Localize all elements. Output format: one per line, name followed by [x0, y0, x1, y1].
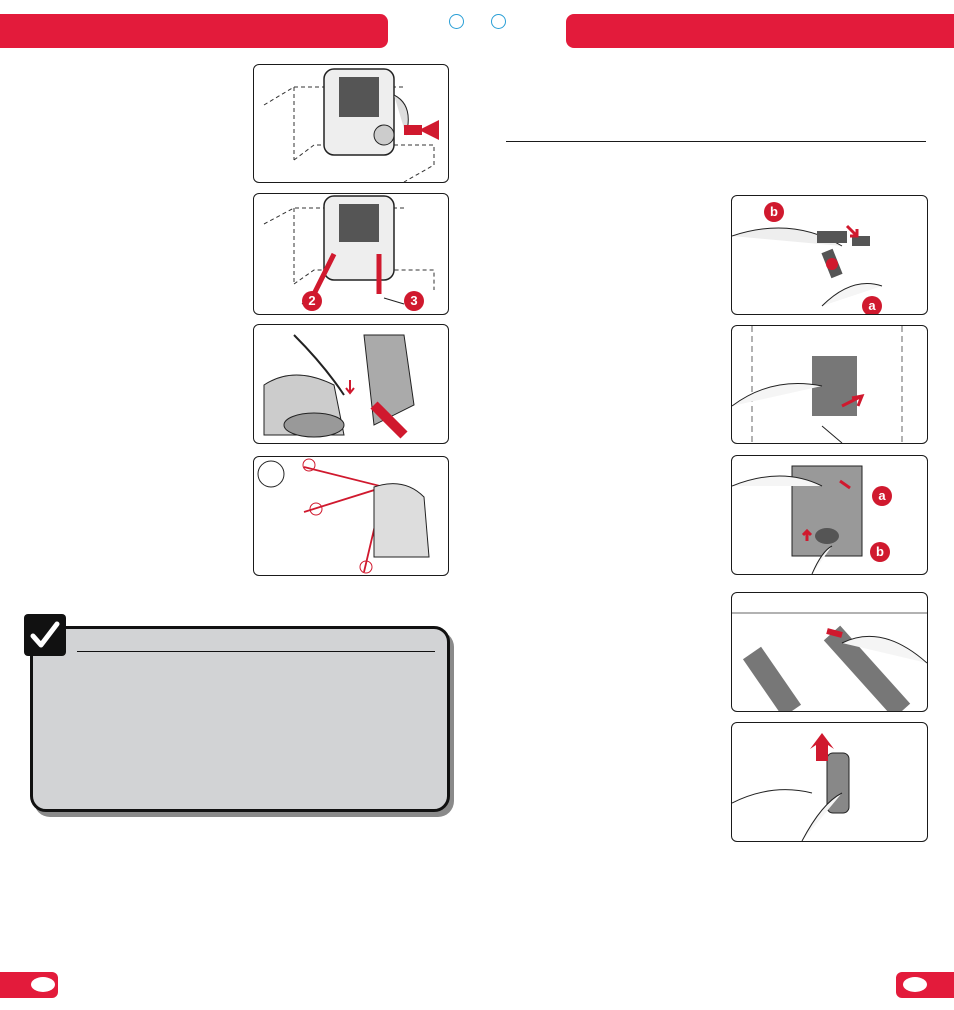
figure-tether-routing	[253, 456, 449, 576]
callout-a: a	[862, 296, 882, 315]
left-page-header-banner	[0, 14, 388, 48]
callout-a: a	[872, 486, 892, 506]
callout-b: b	[764, 202, 784, 222]
figure-seat-push-back	[253, 64, 449, 183]
note-box	[30, 626, 450, 812]
callout-b: b	[870, 542, 890, 562]
hands-pressing-harness-release-icon	[732, 196, 927, 314]
car-seat-pushed-into-vehicle-seat-icon	[254, 65, 448, 182]
hands-pulling-harness-pad-icon	[732, 326, 927, 443]
hands-adjusting-seat-back-panel-icon	[732, 456, 927, 574]
figure-latch-strap-attach	[253, 324, 449, 444]
figure-harness-release	[731, 195, 928, 315]
right-page-header-banner	[566, 14, 954, 48]
figure-seat-back-panel	[731, 455, 928, 575]
hand-pulling-belt-strap-icon	[732, 593, 927, 711]
right-page-number-oval	[903, 977, 927, 992]
note-divider	[77, 651, 435, 652]
figure-adjuster-lever	[731, 722, 928, 842]
language-marker-right-icon	[491, 14, 506, 29]
section-divider	[506, 141, 926, 142]
figure-latch-connect	[253, 193, 449, 315]
right-page-number-tab	[896, 972, 954, 998]
hands-attaching-latch-strap-icon	[254, 325, 448, 443]
figure-belt-strap	[731, 592, 928, 712]
tether-strap-routing-icon	[254, 457, 448, 575]
callout-2: 2	[302, 291, 322, 311]
language-marker-left-icon	[449, 14, 464, 29]
callout-3: 3	[404, 291, 424, 311]
left-page-number-tab	[0, 972, 58, 998]
figure-harness-pad	[731, 325, 928, 444]
checkmark-icon	[24, 614, 66, 656]
note-check-badge	[24, 614, 66, 656]
hand-lifting-adjuster-lever-icon	[732, 723, 927, 841]
left-page-number-oval	[31, 977, 55, 992]
